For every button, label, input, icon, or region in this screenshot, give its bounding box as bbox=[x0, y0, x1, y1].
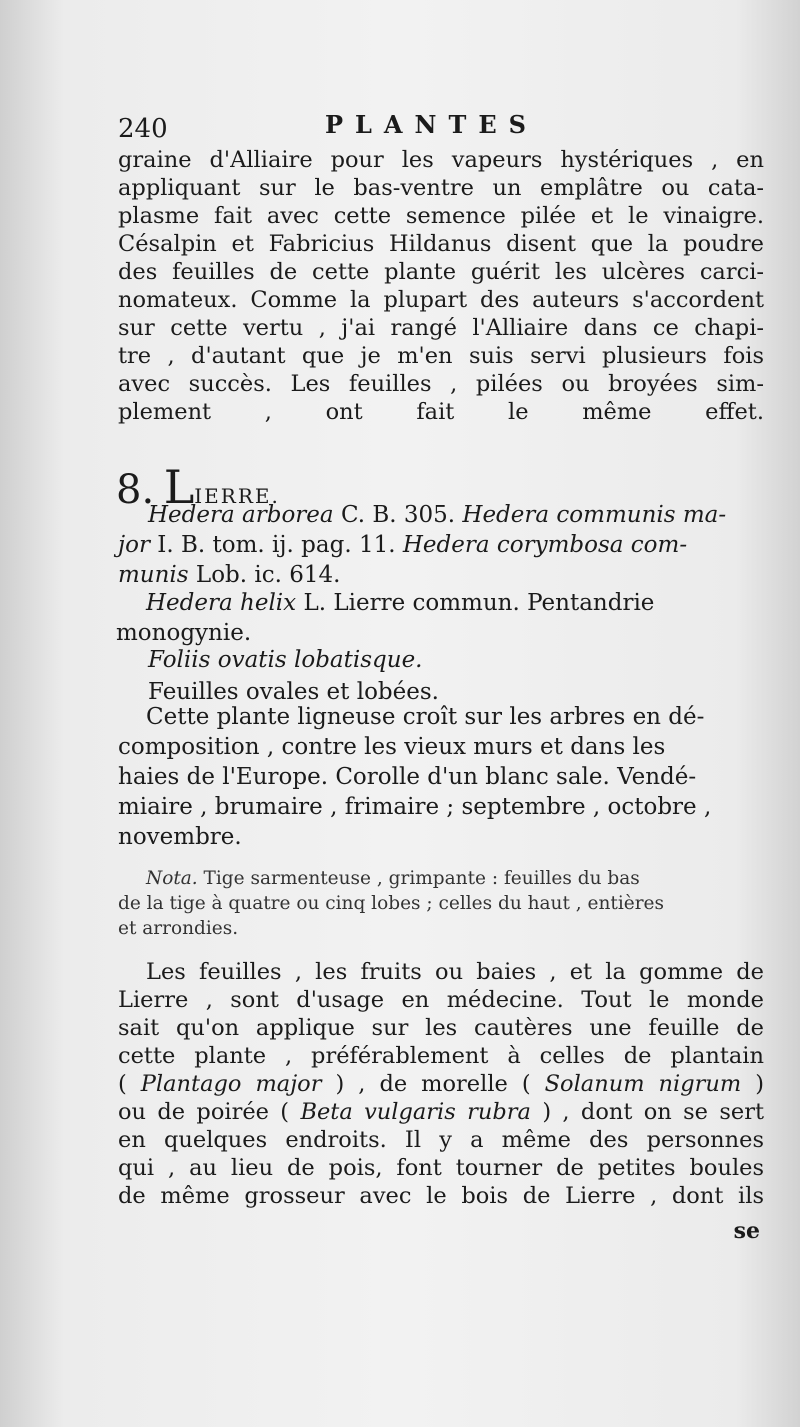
text-line: miaire , brumaire , frimaire ; septembre , octobre , bbox=[118, 794, 712, 820]
reference: L. Lierre commun. Pentandrie bbox=[303, 590, 655, 616]
nota-block bbox=[118, 866, 764, 941]
text-fragment: ou de poirée ( bbox=[118, 1099, 290, 1125]
reference: C. B. 305. bbox=[340, 502, 456, 528]
catchword: se bbox=[733, 1218, 760, 1244]
text-line: avec succès. Les feuilles , pilées ou broyées sim- bbox=[118, 371, 764, 397]
text-line: Lierre , sont d'usage en médecine. Tout le monde bbox=[118, 987, 764, 1013]
text-line: plement , ont fait le même effet. bbox=[118, 399, 764, 425]
plant-description bbox=[118, 702, 764, 852]
text-line bbox=[118, 1098, 764, 1126]
reference: Lob. ic. 614. bbox=[195, 562, 341, 588]
text-line: et arrondies. bbox=[118, 918, 239, 939]
latin-name: Beta vulgaris rubra bbox=[300, 1099, 531, 1125]
text-line: Césalpin et Fabricius Hildanus disent que la poudre bbox=[118, 231, 764, 257]
text-line: novembre. bbox=[118, 824, 242, 850]
text-line: sur cette vertu , j'ai rangé l'Alliaire dans ce chapi- bbox=[118, 315, 764, 341]
text-line: Les feuilles , les fruits ou baies , et la gomme de bbox=[146, 959, 764, 985]
linnaean-name bbox=[116, 588, 762, 648]
paragraph-uses bbox=[118, 958, 764, 1210]
text-line: en quelques endroits. Il y a même des personnes bbox=[118, 1127, 764, 1153]
text-line: Tige sarmenteuse , grimpante : feuilles du bas bbox=[197, 868, 640, 889]
page-header bbox=[110, 104, 770, 144]
text-line: appliquant sur le bas-ventre un emplâtre ou cata- bbox=[118, 175, 764, 201]
latin-name: Hedera helix bbox=[146, 590, 297, 616]
nota-label: Nota. bbox=[146, 868, 198, 889]
reference: monogynie. bbox=[116, 620, 252, 646]
punct: ( bbox=[118, 1071, 127, 1097]
latin-name: Hedera communis ma- bbox=[462, 502, 727, 528]
latin-name: Plantago major bbox=[140, 1071, 322, 1097]
text-line: cette plante , préférablement à celles de plantain bbox=[118, 1043, 764, 1069]
text-line: composition , contre les vieux murs et dans les bbox=[118, 734, 666, 760]
text-line: tre , d'autant que je m'en suis servi plusieurs fois bbox=[118, 343, 764, 369]
synonyms-block bbox=[118, 500, 764, 590]
latin-name: jor bbox=[118, 532, 150, 558]
text-fragment: ) , de morelle ( bbox=[335, 1071, 531, 1097]
section-initial: L bbox=[163, 460, 195, 514]
text-line: des feuilles de cette plante guérit les ulcères carci- bbox=[118, 259, 764, 285]
section-title: IERRE. bbox=[194, 484, 280, 508]
punct: ) bbox=[755, 1071, 765, 1097]
reference: I. B. tom. ij. pag. 11. bbox=[157, 532, 396, 558]
text-line: plasme fait avec cette semence pilée et le vinaigre. bbox=[118, 203, 764, 229]
latin-diagnosis bbox=[148, 645, 764, 675]
text-line: graine d'Alliaire pour les vapeurs hystériques , en bbox=[118, 147, 764, 173]
running-title: PLANTES bbox=[325, 110, 538, 139]
text-line: de la tige à quatre ou cinq lobes ; celles du haut , entières bbox=[118, 893, 664, 914]
text-line bbox=[118, 1070, 764, 1098]
latin-name: Hedera arborea bbox=[148, 502, 334, 528]
paragraph-alliaire bbox=[118, 146, 764, 426]
latin-name: munis bbox=[118, 562, 189, 588]
text-line: de même grosseur avec le bois de Lierre , dont ils bbox=[118, 1183, 764, 1209]
french-diagnosis-text: Feuilles ovales et lobées. bbox=[148, 679, 439, 705]
text-fragment: ) , dont on se sert bbox=[542, 1099, 764, 1125]
page-number: 240 bbox=[118, 114, 168, 144]
latin-name: Solanum nigrum bbox=[544, 1071, 742, 1097]
section-number: 8. bbox=[116, 467, 155, 513]
text-line: Cette plante ligneuse croît sur les arbres en dé- bbox=[146, 704, 705, 730]
text-line: nomateux. Comme la plupart des auteurs s'accordent bbox=[118, 287, 764, 313]
latin-name: Hedera corymbosa com- bbox=[402, 532, 688, 558]
text-line: haies de l'Europe. Corolle d'un blanc sale. Vendé- bbox=[118, 764, 697, 790]
text-line: qui , au lieu de pois, font tourner de petites boules bbox=[118, 1155, 764, 1181]
text-line: sait qu'on applique sur les cautères une feuille de bbox=[118, 1015, 764, 1041]
latin-diagnosis-text: Foliis ovatis lobatisque. bbox=[148, 647, 423, 673]
